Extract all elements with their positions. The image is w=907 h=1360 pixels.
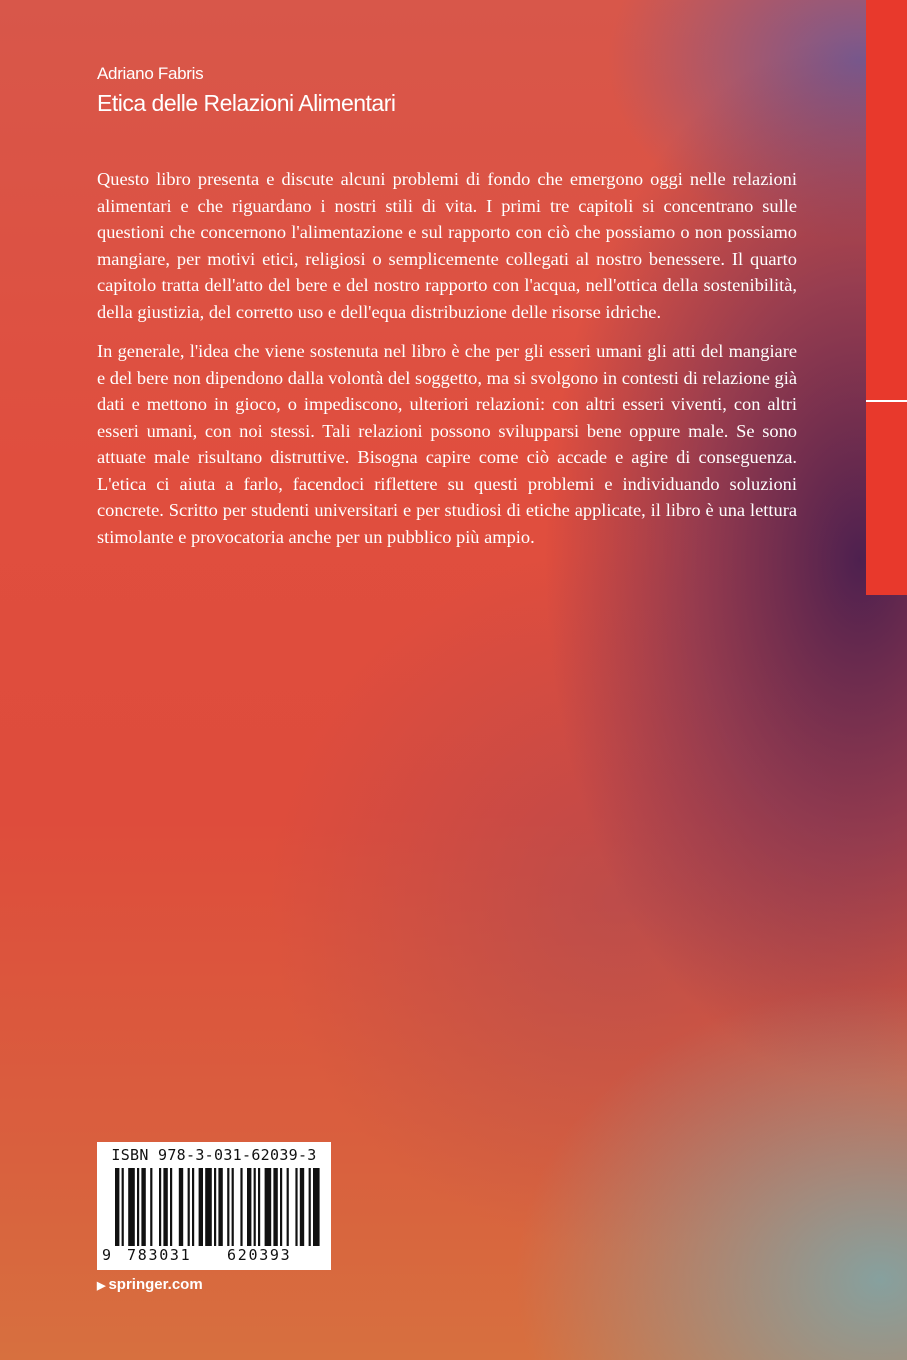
barcode-bar — [179, 1168, 183, 1246]
accent-strip — [866, 0, 907, 595]
barcode-bar — [300, 1168, 304, 1246]
barcode-bar — [309, 1168, 311, 1246]
barcode-bar — [122, 1168, 124, 1246]
book-title: Etica delle Relazioni Alimentari — [97, 90, 396, 116]
barcode-bar — [205, 1168, 212, 1246]
barcode-bar — [287, 1168, 289, 1246]
barcode — [97, 1142, 331, 1270]
blurb-paragraph: Questo libro presenta e discute alcuni problemi di fondo che emergono oggi nelle relazioni alimentari e che riguardano i nostri stili di vita. I primi tre capitoli si concentrano sulle questioni che concernono l'alimentazione e sul rapporto con ciò che possiamo o non possiamo mangiare, per motivi etici, religiosi o semplicemente collegati al nostro benessere. Il quarto capitolo tratta dell'atto del bere e del nostro rapporto con l'acqua, nell'ottica della sostenibilità, della giustizia, del corretto uso e dell'equa distribuzione delle risorse idriche. — [97, 169, 797, 322]
barcode-bar — [247, 1168, 251, 1246]
barcode-bar — [232, 1168, 234, 1246]
barcode-bar — [258, 1168, 260, 1246]
barcode-bar — [192, 1168, 194, 1246]
barcode-bars — [97, 1168, 331, 1248]
triangle-right-icon: ▶ — [97, 1280, 106, 1292]
barcode-bar — [295, 1168, 297, 1246]
barcode-digits-left: 783031 — [127, 1246, 192, 1264]
barcode-bar — [240, 1168, 242, 1246]
barcode-bar — [188, 1168, 190, 1246]
barcode-bar — [170, 1168, 172, 1246]
blurb — [97, 166, 797, 563]
barcode-bar — [218, 1168, 222, 1246]
barcode-bar — [265, 1168, 272, 1246]
accent-strip-divider — [866, 400, 907, 402]
barcode-bar — [214, 1168, 216, 1246]
barcode-digit-first: 9 — [102, 1246, 112, 1264]
barcode-bar — [159, 1168, 161, 1246]
barcode-bar — [313, 1168, 320, 1246]
publisher-link[interactable] — [97, 1276, 203, 1293]
barcode-bar — [141, 1168, 145, 1246]
barcode-bar — [199, 1168, 203, 1246]
barcode-bar — [227, 1168, 229, 1246]
publisher-url: springer.com — [108, 1276, 203, 1293]
barcode-bar — [150, 1168, 152, 1246]
barcode-bar — [128, 1168, 135, 1246]
author-name: Adriano Fabris — [97, 64, 204, 83]
isbn-label: ISBN 978-3-031-62039-3 — [111, 1146, 317, 1164]
barcode-digits-right: 620393 — [227, 1246, 292, 1264]
barcode-bar — [273, 1168, 277, 1246]
barcode-bar — [115, 1168, 119, 1246]
barcode-bar — [163, 1168, 167, 1246]
barcode-bar — [254, 1168, 256, 1246]
barcode-bar — [137, 1168, 139, 1246]
blurb-paragraph: In generale, l'idea che viene sostenuta nel libro è che per gli esseri umani gli atti del mangiare e del bere non dipendono dalla volontà del soggetto, ma si svolgono in contesti di relazione già dati e mettono in gioco, o impediscono, ulteriori relazioni: con altri esseri viventi, con altri esseri umani, con noi stessi. Tali relazioni possono svilupparsi bene oppure male. Se sono attuate male risultano distruttive. Bisogna capire come ciò accade e agire di conseguenza. L'etica ci aiuta a farlo, facendoci riflettere su questi problemi e individuando soluzioni concrete. Scritto per studenti universitari e per studiosi di etiche applicate, il libro è una lettura stimolante e provocatoria anche per un pubblico più ampio. — [97, 341, 797, 547]
barcode-bar — [280, 1168, 282, 1246]
